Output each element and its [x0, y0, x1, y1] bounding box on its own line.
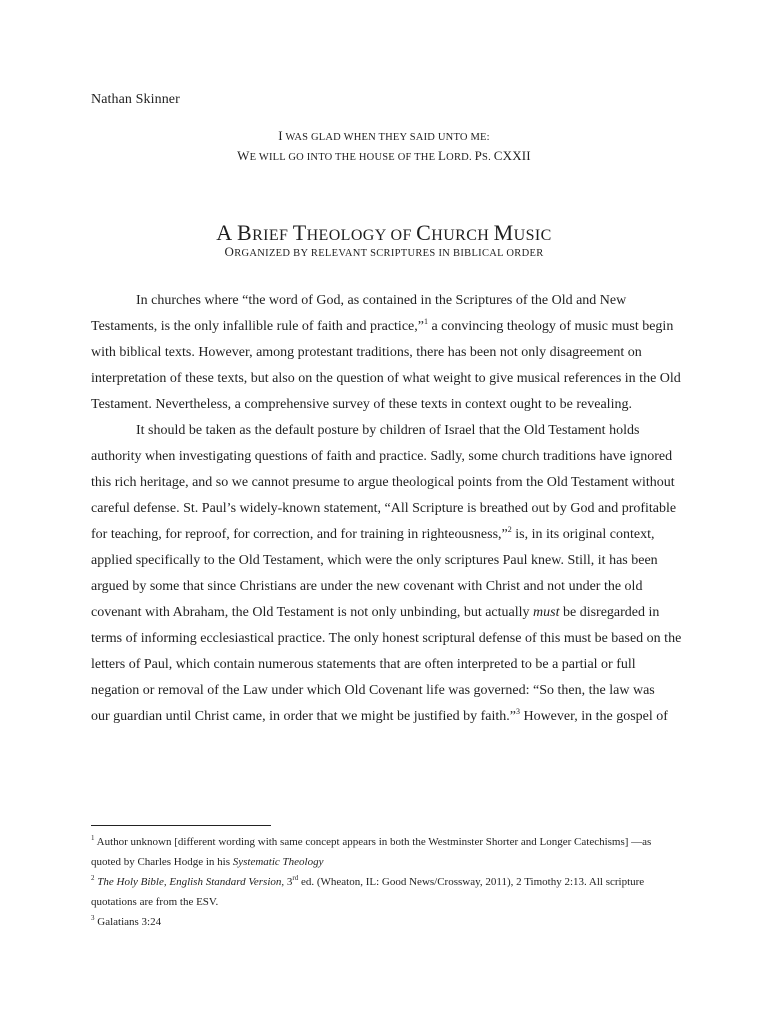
footnote-1-line-2	[91, 852, 691, 872]
title-cap-a: A	[216, 220, 233, 245]
paragraph-2-line-12	[91, 704, 675, 730]
author-name: Nathan Skinner	[91, 92, 180, 107]
epigraph-line-2-cap-2: L	[438, 148, 447, 163]
footnote-2-text: ed. (Wheaton, IL: Good News/Crossway, 2011), 2 Timothy 2:13. All scripture	[298, 876, 645, 888]
paragraph-2-line-8	[91, 600, 675, 626]
paragraph-2-line-8-a: covenant with Abraham, the Old Testament is not only unbinding, but actually	[91, 605, 534, 620]
footnote-2-line-2: quotations are from the ESV.	[91, 896, 219, 908]
title-part-music: USIC	[513, 227, 552, 244]
subtitle-cap: O	[224, 244, 235, 259]
footnote-3-line-1	[91, 912, 691, 932]
paragraph-2-line-2: authority when investigating questions of faith and practice. Sadly, some church traditions have ignored	[91, 449, 673, 464]
footnote-3-number: 3	[91, 914, 95, 922]
footnote-1-text-2: quoted by Charles Hodge in his	[91, 856, 233, 868]
page-title	[0, 220, 768, 246]
epigraph-psalm-ref: CXXII	[493, 148, 531, 163]
paragraph-1-line-2	[91, 314, 675, 340]
paragraph-2-line-10: letters of Paul, which contain numerous statements that are often interpreted to be a partial or full	[91, 657, 636, 672]
emphasis-must: must	[533, 605, 560, 620]
title-cap-theology: T	[292, 220, 307, 245]
footnote-ref-1[interactable]: 1	[423, 317, 428, 326]
footnote-1-text-1: Author unknown [different wording with same concept appears in both the Westminster Shorter and Longer Catechisms] —as	[94, 836, 652, 848]
epigraph-line-1-text: WAS GLAD WHEN THEY SAID UNTO ME:	[282, 132, 490, 143]
footnote-1-number: 1	[91, 834, 95, 842]
paragraph-1-line-2-a: Testaments, is the only infallible rule of faith and practice,”	[91, 319, 424, 334]
body-text	[91, 288, 682, 730]
epigraph-line-1	[0, 128, 768, 144]
title-cap-church: C	[416, 220, 432, 245]
paragraph-1-line-5: Testament. Nevertheless, a comprehensive survey of these texts in context ought to be revealing.	[91, 397, 632, 412]
paragraph-1-line-2-b: a convincing theology of music must begin	[427, 319, 674, 334]
footnote-2-ordinal: rd	[292, 874, 299, 882]
paragraph-1-line-1: In churches where “the word of God, as contained in the Scriptures of the Old and New	[136, 293, 627, 308]
paragraph-1-line-4: interpretation of these texts, but also on the question of what weight to give musical references in the Old	[91, 371, 681, 386]
paragraph-2-line-5-b: is, in its original context,	[511, 527, 655, 542]
title-cap-music: M	[493, 220, 514, 245]
paragraph-2-line-5	[91, 522, 675, 548]
footnote-1-line-1	[91, 832, 691, 852]
epigraph-line-2-text-2: ORD.	[446, 152, 475, 163]
title-part-brief: RIEF	[252, 227, 293, 244]
paragraph-2-line-9: terms of informing ecclesiastical practice. The only honest scriptural defense of this must be based on the	[91, 631, 682, 646]
paragraph-2	[91, 418, 682, 730]
footnote-2-edition: 3	[284, 876, 293, 888]
paragraph-2-line-6: applied specifically to the Old Testament, which were the only scriptures Paul knew. Still, it has been	[91, 553, 658, 568]
footnote-1-book-title: Systematic Theology	[232, 856, 324, 868]
epigraph-line-2-text-1: E WILL GO INTO THE HOUSE OF THE	[249, 152, 439, 163]
epigraph-line-1-cap: I	[278, 128, 283, 143]
title-cap-brief: B	[236, 220, 253, 245]
footnote-2-line-1	[91, 872, 691, 892]
paragraph-1-line-3: with biblical texts. However, among protestant traditions, there has been not only disagreement on	[91, 345, 642, 360]
title-part-theology: HEOLOGY OF	[306, 227, 417, 244]
footnote-2-number: 2	[91, 874, 95, 882]
footnote-2-book-title: The Holy Bible, English Standard Version,	[97, 876, 285, 888]
paragraph-2-line-4: careful defense. St. Paul’s widely-known statement, “All Scripture is breathed out by God and profitable	[91, 501, 677, 516]
paragraph-2-line-7: argued by some that since Christians are under the new covenant with Christ and not under the old	[91, 579, 643, 594]
subtitle-text: RGANIZED BY RELEVANT SCRIPTURES IN BIBLICAL ORDER	[234, 248, 544, 259]
title-part-church: HURCH	[431, 227, 494, 244]
paragraph-2-line-11: negation or removal of the Law under which Old Covenant life was governed: “So then, the law was	[91, 683, 655, 698]
paragraph-2-line-12-b: However, in the gospel of	[519, 709, 668, 724]
paragraph-2-line-3: this rich heritage, and so we cannot presume to argue theological points from the Old Testament without	[91, 475, 675, 490]
paragraph-2-line-8-b: be disregarded in	[559, 605, 660, 620]
paragraph-1	[91, 288, 681, 418]
footnote-divider	[91, 825, 271, 826]
epigraph-line-2-cap-3: P	[474, 148, 483, 163]
paragraph-2-line-1: It should be taken as the default posture by children of Israel that the Old Testament holds	[136, 423, 640, 438]
epigraph-line-2	[0, 148, 768, 164]
epigraph-line-2-cap-1: W	[237, 148, 250, 163]
footnote-ref-2[interactable]: 2	[507, 525, 512, 534]
paragraph-2-line-5-a: for teaching, for reproof, for correction, and for training in righteousness,”	[91, 527, 508, 542]
epigraph-line-2-text-3: S.	[482, 152, 494, 163]
paragraph-2-line-12-a: our guardian until Christ came, in order that we might be justified by faith.”	[91, 709, 516, 724]
footnotes	[91, 832, 691, 932]
page-subtitle	[0, 244, 768, 260]
footnote-ref-3[interactable]: 3	[515, 707, 520, 716]
footnote-3-text: Galatians 3:24	[94, 916, 162, 928]
